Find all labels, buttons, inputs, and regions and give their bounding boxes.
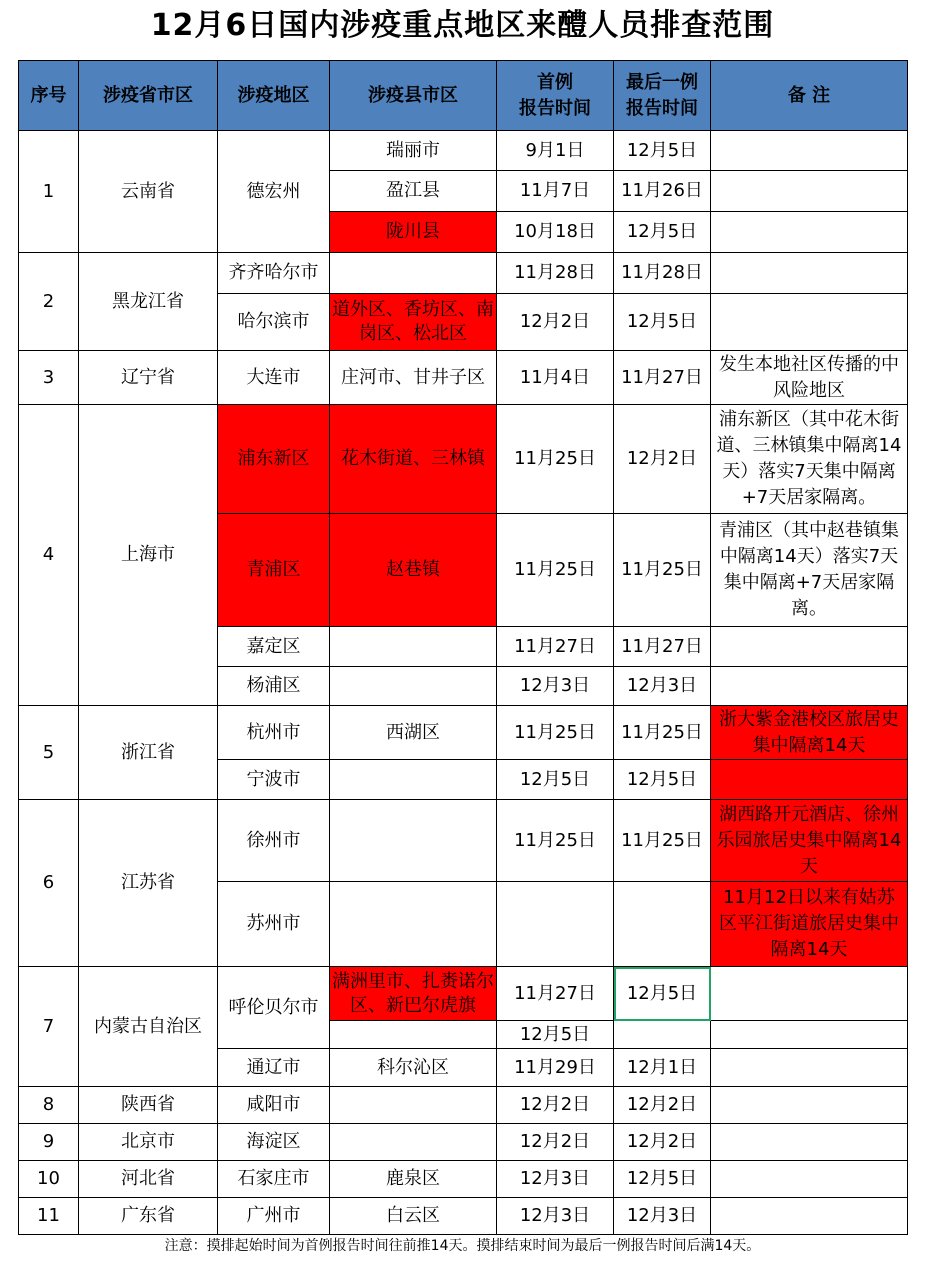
- cell-area[interactable]: 大连市: [218, 351, 330, 405]
- cell-county[interactable]: [330, 800, 497, 882]
- cell-first[interactable]: 11月28日: [497, 253, 614, 294]
- cell-last[interactable]: [614, 1021, 711, 1049]
- cell-last[interactable]: 12月1日: [614, 1049, 711, 1087]
- cell-county[interactable]: [330, 760, 497, 800]
- header-first-line2: 报告时间: [519, 97, 591, 119]
- cell-area[interactable]: 嘉定区: [218, 627, 330, 667]
- cell-area[interactable]: 广州市: [218, 1198, 330, 1235]
- header-first-report: [497, 61, 614, 131]
- table-row: [19, 1161, 908, 1198]
- cell-county[interactable]: [330, 627, 497, 667]
- cell-no[interactable]: 10: [19, 1161, 79, 1198]
- cell-first[interactable]: 11月7日: [497, 171, 614, 212]
- cell-province[interactable]: 云南省: [79, 131, 218, 253]
- table-row: [19, 800, 908, 882]
- cell-area[interactable]: 石家庄市: [218, 1161, 330, 1198]
- cell-first[interactable]: 12月3日: [497, 1198, 614, 1235]
- cell-county[interactable]: 白云区: [330, 1198, 497, 1235]
- cell-no[interactable]: 7: [19, 967, 79, 1087]
- cell-last[interactable]: 12月2日: [614, 1124, 711, 1161]
- cell-no[interactable]: 2: [19, 253, 79, 351]
- cell-last[interactable]: 11月25日: [614, 800, 711, 882]
- cell-first[interactable]: 11月29日: [497, 1049, 614, 1087]
- cell-county[interactable]: 西湖区: [330, 706, 497, 760]
- screening-table: [18, 60, 908, 1235]
- cell-note[interactable]: [711, 212, 908, 253]
- cell-no[interactable]: 8: [19, 1087, 79, 1124]
- cell-first[interactable]: 11月25日: [497, 514, 614, 627]
- cell-county[interactable]: [330, 882, 497, 967]
- cell-first[interactable]: 9月1日: [497, 131, 614, 171]
- cell-first[interactable]: 11月4日: [497, 351, 614, 405]
- cell-first[interactable]: 12月2日: [497, 1087, 614, 1124]
- cell-first[interactable]: 12月3日: [497, 667, 614, 706]
- cell-first[interactable]: 11月25日: [497, 800, 614, 882]
- table-row: [19, 405, 908, 514]
- cell-last[interactable]: 12月5日: [614, 294, 711, 351]
- cell-area-highlight[interactable]: 青浦区: [218, 514, 330, 627]
- table-row: [19, 253, 908, 294]
- cell-county-highlight[interactable]: 花木街道、三林镇: [330, 405, 497, 514]
- cell-note[interactable]: [711, 131, 908, 171]
- cell-area[interactable]: 通辽市: [218, 1049, 330, 1087]
- cell-area[interactable]: 宁波市: [218, 760, 330, 800]
- cell-note-highlight[interactable]: 湖西路开元酒店、徐州乐园旅居史集中隔离14天: [711, 800, 908, 882]
- cell-area[interactable]: 徐州市: [218, 800, 330, 882]
- cell-last[interactable]: 11月28日: [614, 253, 711, 294]
- header-no: 序号: [19, 61, 79, 131]
- cell-province[interactable]: 内蒙古自治区: [79, 967, 218, 1087]
- table-row: [19, 706, 908, 760]
- cell-no[interactable]: 4: [19, 405, 79, 706]
- table-row: [19, 131, 908, 171]
- cell-first[interactable]: 12月3日: [497, 1161, 614, 1198]
- cell-county[interactable]: 瑞丽市: [330, 131, 497, 171]
- cell-note-highlight[interactable]: 11月12日以来有姑苏区平江街道旅居史集中隔离14天: [711, 882, 908, 967]
- cell-note[interactable]: 青浦区（其中赵巷镇集中隔离14天）落实7天集中隔离+7天居家隔离。: [711, 514, 908, 627]
- page-title: 12月6日国内涉疫重点地区来醴人员排查范围: [150, 8, 775, 43]
- cell-first[interactable]: 11月27日: [497, 967, 614, 1021]
- cell-area[interactable]: 呼伦贝尔市: [218, 967, 330, 1049]
- cell-no[interactable]: 6: [19, 800, 79, 967]
- cell-area-highlight[interactable]: 浦东新区: [218, 405, 330, 514]
- cell-note[interactable]: 浦东新区（其中花木街道、三林镇集中隔离14天）落实7天集中隔离+7天居家隔离。: [711, 405, 908, 514]
- cell-last[interactable]: 11月25日: [614, 514, 711, 627]
- cell-note[interactable]: [711, 967, 908, 1021]
- cell-county[interactable]: 庄河市、甘井子区: [330, 351, 497, 405]
- cell-last[interactable]: 11月26日: [614, 171, 711, 212]
- cell-note-highlight[interactable]: 浙大紫金港校区旅居史集中隔离14天: [711, 706, 908, 760]
- cell-province[interactable]: 辽宁省: [79, 351, 218, 405]
- header-row: [19, 61, 908, 131]
- cell-first[interactable]: 12月2日: [497, 294, 614, 351]
- cell-last[interactable]: 11月27日: [614, 627, 711, 667]
- cell-county-highlight[interactable]: 陇川县: [330, 212, 497, 253]
- table-row: [19, 1198, 908, 1235]
- cell-area[interactable]: 海淀区: [218, 1124, 330, 1161]
- header-note: 备 注: [711, 61, 908, 131]
- cell-note[interactable]: [711, 667, 908, 706]
- cell-last[interactable]: 12月5日: [614, 212, 711, 253]
- cell-note[interactable]: [711, 627, 908, 667]
- cell-note[interactable]: [711, 1049, 908, 1087]
- cell-county[interactable]: 鹿泉区: [330, 1161, 497, 1198]
- header-province: 涉疫省市区: [79, 61, 218, 131]
- header-county: 涉疫县市区: [330, 61, 497, 131]
- cell-county[interactable]: [330, 1021, 497, 1049]
- cell-last[interactable]: [614, 882, 711, 967]
- cell-area[interactable]: 苏州市: [218, 882, 330, 967]
- cell-first[interactable]: [497, 882, 614, 967]
- cell-county-highlight[interactable]: 满洲里市、扎赉诺尔区、新巴尔虎旗: [330, 967, 497, 1021]
- cell-first[interactable]: 11月25日: [497, 405, 614, 514]
- cell-no[interactable]: 3: [19, 351, 79, 405]
- table-row: [19, 1124, 908, 1161]
- cell-last[interactable]: 12月3日: [614, 1198, 711, 1235]
- header-area: 涉疫地区: [218, 61, 330, 131]
- cell-last[interactable]: 12月5日: [614, 131, 711, 171]
- cell-no[interactable]: 5: [19, 706, 79, 800]
- cell-first[interactable]: 12月5日: [497, 760, 614, 800]
- cell-area[interactable]: 齐齐哈尔市: [218, 253, 330, 294]
- cell-first[interactable]: 11月27日: [497, 627, 614, 667]
- cell-no[interactable]: 1: [19, 131, 79, 253]
- cell-first[interactable]: 12月2日: [497, 1124, 614, 1161]
- cell-province[interactable]: 北京市: [79, 1124, 218, 1161]
- footer-note: 注意：摸排起始时间为首例报告时间往前推14天。摸排结束时间为最后一例报告时间后满14天。: [164, 1238, 761, 1254]
- cell-first[interactable]: 10月18日: [497, 212, 614, 253]
- cell-county-highlight[interactable]: 道外区、香坊区、南岗区、松北区: [330, 294, 497, 351]
- cell-province[interactable]: 江苏省: [79, 800, 218, 967]
- cell-area[interactable]: 咸阳市: [218, 1087, 330, 1124]
- cell-last[interactable]: 12月3日: [614, 667, 711, 706]
- cell-last[interactable]: 12月5日: [614, 1161, 711, 1198]
- cell-county[interactable]: [330, 667, 497, 706]
- cell-note[interactable]: 发生本地社区传播的中风险地区: [711, 351, 908, 405]
- cell-province[interactable]: 黑龙江省: [79, 253, 218, 351]
- header-last-line1: 最后一例: [626, 71, 698, 93]
- cell-province[interactable]: 陕西省: [79, 1087, 218, 1124]
- cell-county[interactable]: 盈江县: [330, 171, 497, 212]
- cell-county[interactable]: [330, 1087, 497, 1124]
- cell-note[interactable]: [711, 1161, 908, 1198]
- cell-no[interactable]: 11: [19, 1198, 79, 1235]
- cell-first[interactable]: 11月25日: [497, 706, 614, 760]
- cell-note[interactable]: [711, 1198, 908, 1235]
- table-row: [19, 1087, 908, 1124]
- cell-no[interactable]: 9: [19, 1124, 79, 1161]
- cell-county[interactable]: [330, 1124, 497, 1161]
- cell-last[interactable]: 12月2日: [614, 1087, 711, 1124]
- cell-last[interactable]: 11月25日: [614, 706, 711, 760]
- cell-area[interactable]: 哈尔滨市: [218, 294, 330, 351]
- cell-area[interactable]: 杨浦区: [218, 667, 330, 706]
- cell-last[interactable]: 12月2日: [614, 405, 711, 514]
- cell-county[interactable]: 科尔沁区: [330, 1049, 497, 1087]
- table-row: [19, 967, 908, 1021]
- cell-last-selected[interactable]: 12月5日: [614, 967, 711, 1021]
- header-last-line2: 报告时间: [626, 97, 698, 119]
- cell-note[interactable]: [711, 253, 908, 294]
- cell-province[interactable]: 浙江省: [79, 706, 218, 800]
- cell-area[interactable]: 杭州市: [218, 706, 330, 760]
- cell-note-highlight[interactable]: [711, 760, 908, 800]
- cell-county-highlight[interactable]: 赵巷镇: [330, 514, 497, 627]
- cell-county[interactable]: [330, 253, 497, 294]
- cell-area[interactable]: 德宏州: [218, 131, 330, 253]
- cell-province[interactable]: 广东省: [79, 1198, 218, 1235]
- cell-note[interactable]: [711, 1087, 908, 1124]
- cell-province[interactable]: 河北省: [79, 1161, 218, 1198]
- cell-note[interactable]: [711, 1124, 908, 1161]
- cell-last[interactable]: 11月27日: [614, 351, 711, 405]
- cell-last[interactable]: 12月5日: [614, 760, 711, 800]
- cell-first[interactable]: 12月5日: [497, 1021, 614, 1049]
- header-last-report: [614, 61, 711, 131]
- cell-note[interactable]: [711, 171, 908, 212]
- header-first-line1: 首例: [537, 71, 573, 93]
- table-row: [19, 351, 908, 405]
- cell-note[interactable]: [711, 1021, 908, 1049]
- cell-note[interactable]: [711, 294, 908, 351]
- cell-province[interactable]: 上海市: [79, 405, 218, 706]
